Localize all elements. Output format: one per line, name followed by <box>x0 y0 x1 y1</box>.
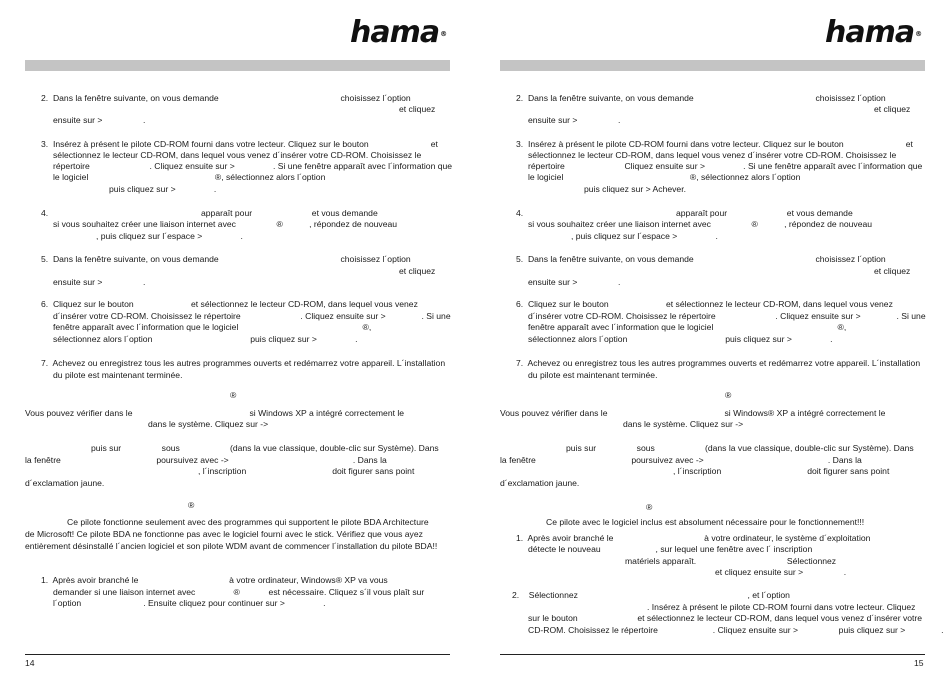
text-line: Vous pouvez vérifier dans le si Windows® XP a intégré correctement le <box>500 408 886 418</box>
text-line: si vous souhaitez créer une liaison internet avec ® , répondez de nouveau <box>528 219 873 229</box>
footer-rule <box>25 654 450 655</box>
text-line: ensuite sur > . <box>53 277 146 287</box>
section-heading: ® <box>230 390 237 400</box>
page-number: 15 <box>914 658 924 668</box>
text-line: et cliquez <box>874 104 911 114</box>
text-line: ensuite sur > . <box>53 115 146 125</box>
text-line: détecte le nouveau , sur lequel une fenêtre avec l´ inscription <box>528 544 813 554</box>
text-line: si vous souhaitez créer une liaison internet avec ® , répondez de nouveau <box>53 219 398 229</box>
text-line: puis sur sous (dans la vue classique, double-clic sur Système). Dans <box>566 443 914 453</box>
section-heading: ® <box>646 502 653 512</box>
text-line: sélectionnez le lecteur CD-ROM, dans lequel vous venez d´insérer votre CD-ROM. Choisissez le <box>528 150 897 160</box>
text-line: 5. Dans la fenêtre suivante, on vous demande choisissez l´option <box>41 254 411 264</box>
text-line: . Insérez à présent le pilote CD-ROM fourni dans votre lecteur. Cliquez <box>647 602 916 612</box>
text-line: 6. Cliquez sur le bouton et sélectionnez le lecteur CD-ROM, dans lequel vous venez <box>516 299 893 309</box>
text-line: 2. Dans la fenêtre suivante, on vous demande choisissez l´option <box>516 93 886 103</box>
text-line: l´option . Ensuite cliquez pour continuer sur > . <box>53 598 326 608</box>
text-line: 3. Insérez à présent le pilote CD-ROM fourni dans votre lecteur. Cliquez sur le bouton et <box>41 139 438 149</box>
text-line: d´exclamation jaune. <box>25 478 105 488</box>
text-line: sélectionnez alors l´option puis cliquez sur > . <box>53 334 358 344</box>
text-line: , l´inscription doit figurer sans point <box>673 466 890 476</box>
text-line: 2. Sélectionnez , et l´option <box>512 590 790 600</box>
text-line: la fenêtre poursuivez avec -> . Dans la <box>25 455 387 465</box>
text-line: CD-ROM. Choisissez le répertoire . Cliquez ensuite sur > puis cliquez sur > . <box>528 625 944 635</box>
text-line: le logiciel ®, sélectionnez alors l´option <box>528 172 801 182</box>
hama-logo: hama® <box>350 15 448 50</box>
text-line: ensuite sur > . <box>528 277 621 287</box>
text-line: puis cliquez sur > Achever. <box>584 184 686 194</box>
text-line: répertoire Cliquez ensuite sur > . Si une fenêtre apparaît avec l´information que <box>528 161 923 171</box>
text-line: Ce pilote avec le logiciel inclus est absolument nécessaire pour le fonctionnement!!! <box>546 517 865 527</box>
text-line: , puis cliquez sur l´espace > . <box>528 231 718 241</box>
text-line: et cliquez <box>399 104 436 114</box>
text-line: matériels apparaît. Sélectionnez <box>625 556 837 566</box>
text-line: entièrement désinstallé l´ancien logiciel et son pilote WDM avant de commencer l´installation du pilote BDA!! <box>25 541 438 551</box>
text-line: demander si une liaison internet avec ® est nécessaire. Cliquez s´il vous plaît sur <box>53 587 425 597</box>
text-line: 7. Achevez ou enregistrez tous les autres programmes ouverts et redémarrez votre appareil. L´installation <box>516 358 921 368</box>
text-line: d´insérer votre CD-ROM. Choisissez le répertoire . Cliquez ensuite sur > . Si une <box>528 311 926 321</box>
section-heading: ® <box>725 390 732 400</box>
text-line: 3. Insérez à présent le pilote CD-ROM fourni dans votre lecteur. Cliquez sur le bouton et <box>516 139 913 149</box>
text-line: fenêtre apparaît avec l´information que le logiciel ®, <box>53 322 372 332</box>
right-page <box>475 0 950 674</box>
header-band <box>25 60 450 71</box>
text-line: 4. apparaît pour et vous demande <box>41 208 378 218</box>
section-heading: ® <box>188 500 195 510</box>
text-line: Ce pilote fonctionne seulement avec des programmes qui supportent le pilote BDA Architecture <box>67 517 429 527</box>
text-line: 1. Après avoir branché le à votre ordinateur, Windows® XP va vous <box>41 575 388 585</box>
text-line: le logiciel ®, sélectionnez alors l´option <box>53 172 326 182</box>
text-line: et cliquez <box>874 266 911 276</box>
text-line: Vous pouvez vérifier dans le si Windows XP a intégré correctement le <box>25 408 405 418</box>
text-line: sélectionnez le lecteur CD-ROM, dans lequel vous venez d´insérer votre CD-ROM. Choisissez le <box>53 150 422 160</box>
text-line: du pilote est maintenant terminée. <box>53 370 183 380</box>
text-line: ensuite sur > . <box>528 115 621 125</box>
page-number: 14 <box>25 658 35 668</box>
text-line: et cliquez ensuite sur > . <box>715 567 847 577</box>
footer-rule <box>500 654 925 655</box>
text-line: puis sur sous (dans la vue classique, double-clic sur Système). Dans <box>91 443 439 453</box>
text-line: 1. Après avoir branché le à votre ordinateur, le système d´exploitation <box>516 533 871 543</box>
text-line: d´exclamation jaune. <box>500 478 580 488</box>
text-line: d´insérer votre CD-ROM. Choisissez le répertoire . Cliquez ensuite sur > . Si une <box>53 311 451 321</box>
text-line: de Microsoft! Ce pilote BDA ne fonctionne pas avec le logiciel fourni avec le stick. Vérifiez que vous ayez <box>25 529 423 539</box>
text-line: dans le système. Cliquez sur -> <box>148 419 269 429</box>
text-line: et cliquez <box>399 266 436 276</box>
text-line: la fenêtre poursuivez avec -> . Dans la <box>500 455 862 465</box>
text-line: , puis cliquez sur l´espace > . <box>53 231 243 241</box>
hama-logo: hama® <box>825 15 923 50</box>
text-line: sur le bouton et sélectionnez le lecteur CD-ROM, dans lequel vous venez d´insérer votre <box>528 613 923 623</box>
text-line: 7. Achevez ou enregistrez tous les autres programmes ouverts et redémarrez votre appareil. L´installation <box>41 358 446 368</box>
text-line: 2. Dans la fenêtre suivante, on vous demande choisissez l´option <box>41 93 411 103</box>
text-line: dans le système. Cliquez sur -> <box>623 419 744 429</box>
header-band <box>500 60 925 71</box>
text-line: 5. Dans la fenêtre suivante, on vous demande choisissez l´option <box>516 254 886 264</box>
text-line: puis cliquez sur > . <box>109 184 217 194</box>
text-line: fenêtre apparaît avec l´information que le logiciel ®, <box>528 322 847 332</box>
text-line: 4. apparaît pour et vous demande <box>516 208 853 218</box>
text-line: 6. Cliquez sur le bouton et sélectionnez le lecteur CD-ROM, dans lequel vous venez <box>41 299 418 309</box>
text-line: du pilote est maintenant terminée. <box>528 370 658 380</box>
text-line: répertoire . Cliquez ensuite sur > . Si une fenêtre apparaît avec l´information que <box>53 161 453 171</box>
text-line: sélectionnez alors l´option puis cliquez sur > . <box>528 334 833 344</box>
text-line: , l´inscription doit figurer sans point <box>198 466 415 476</box>
